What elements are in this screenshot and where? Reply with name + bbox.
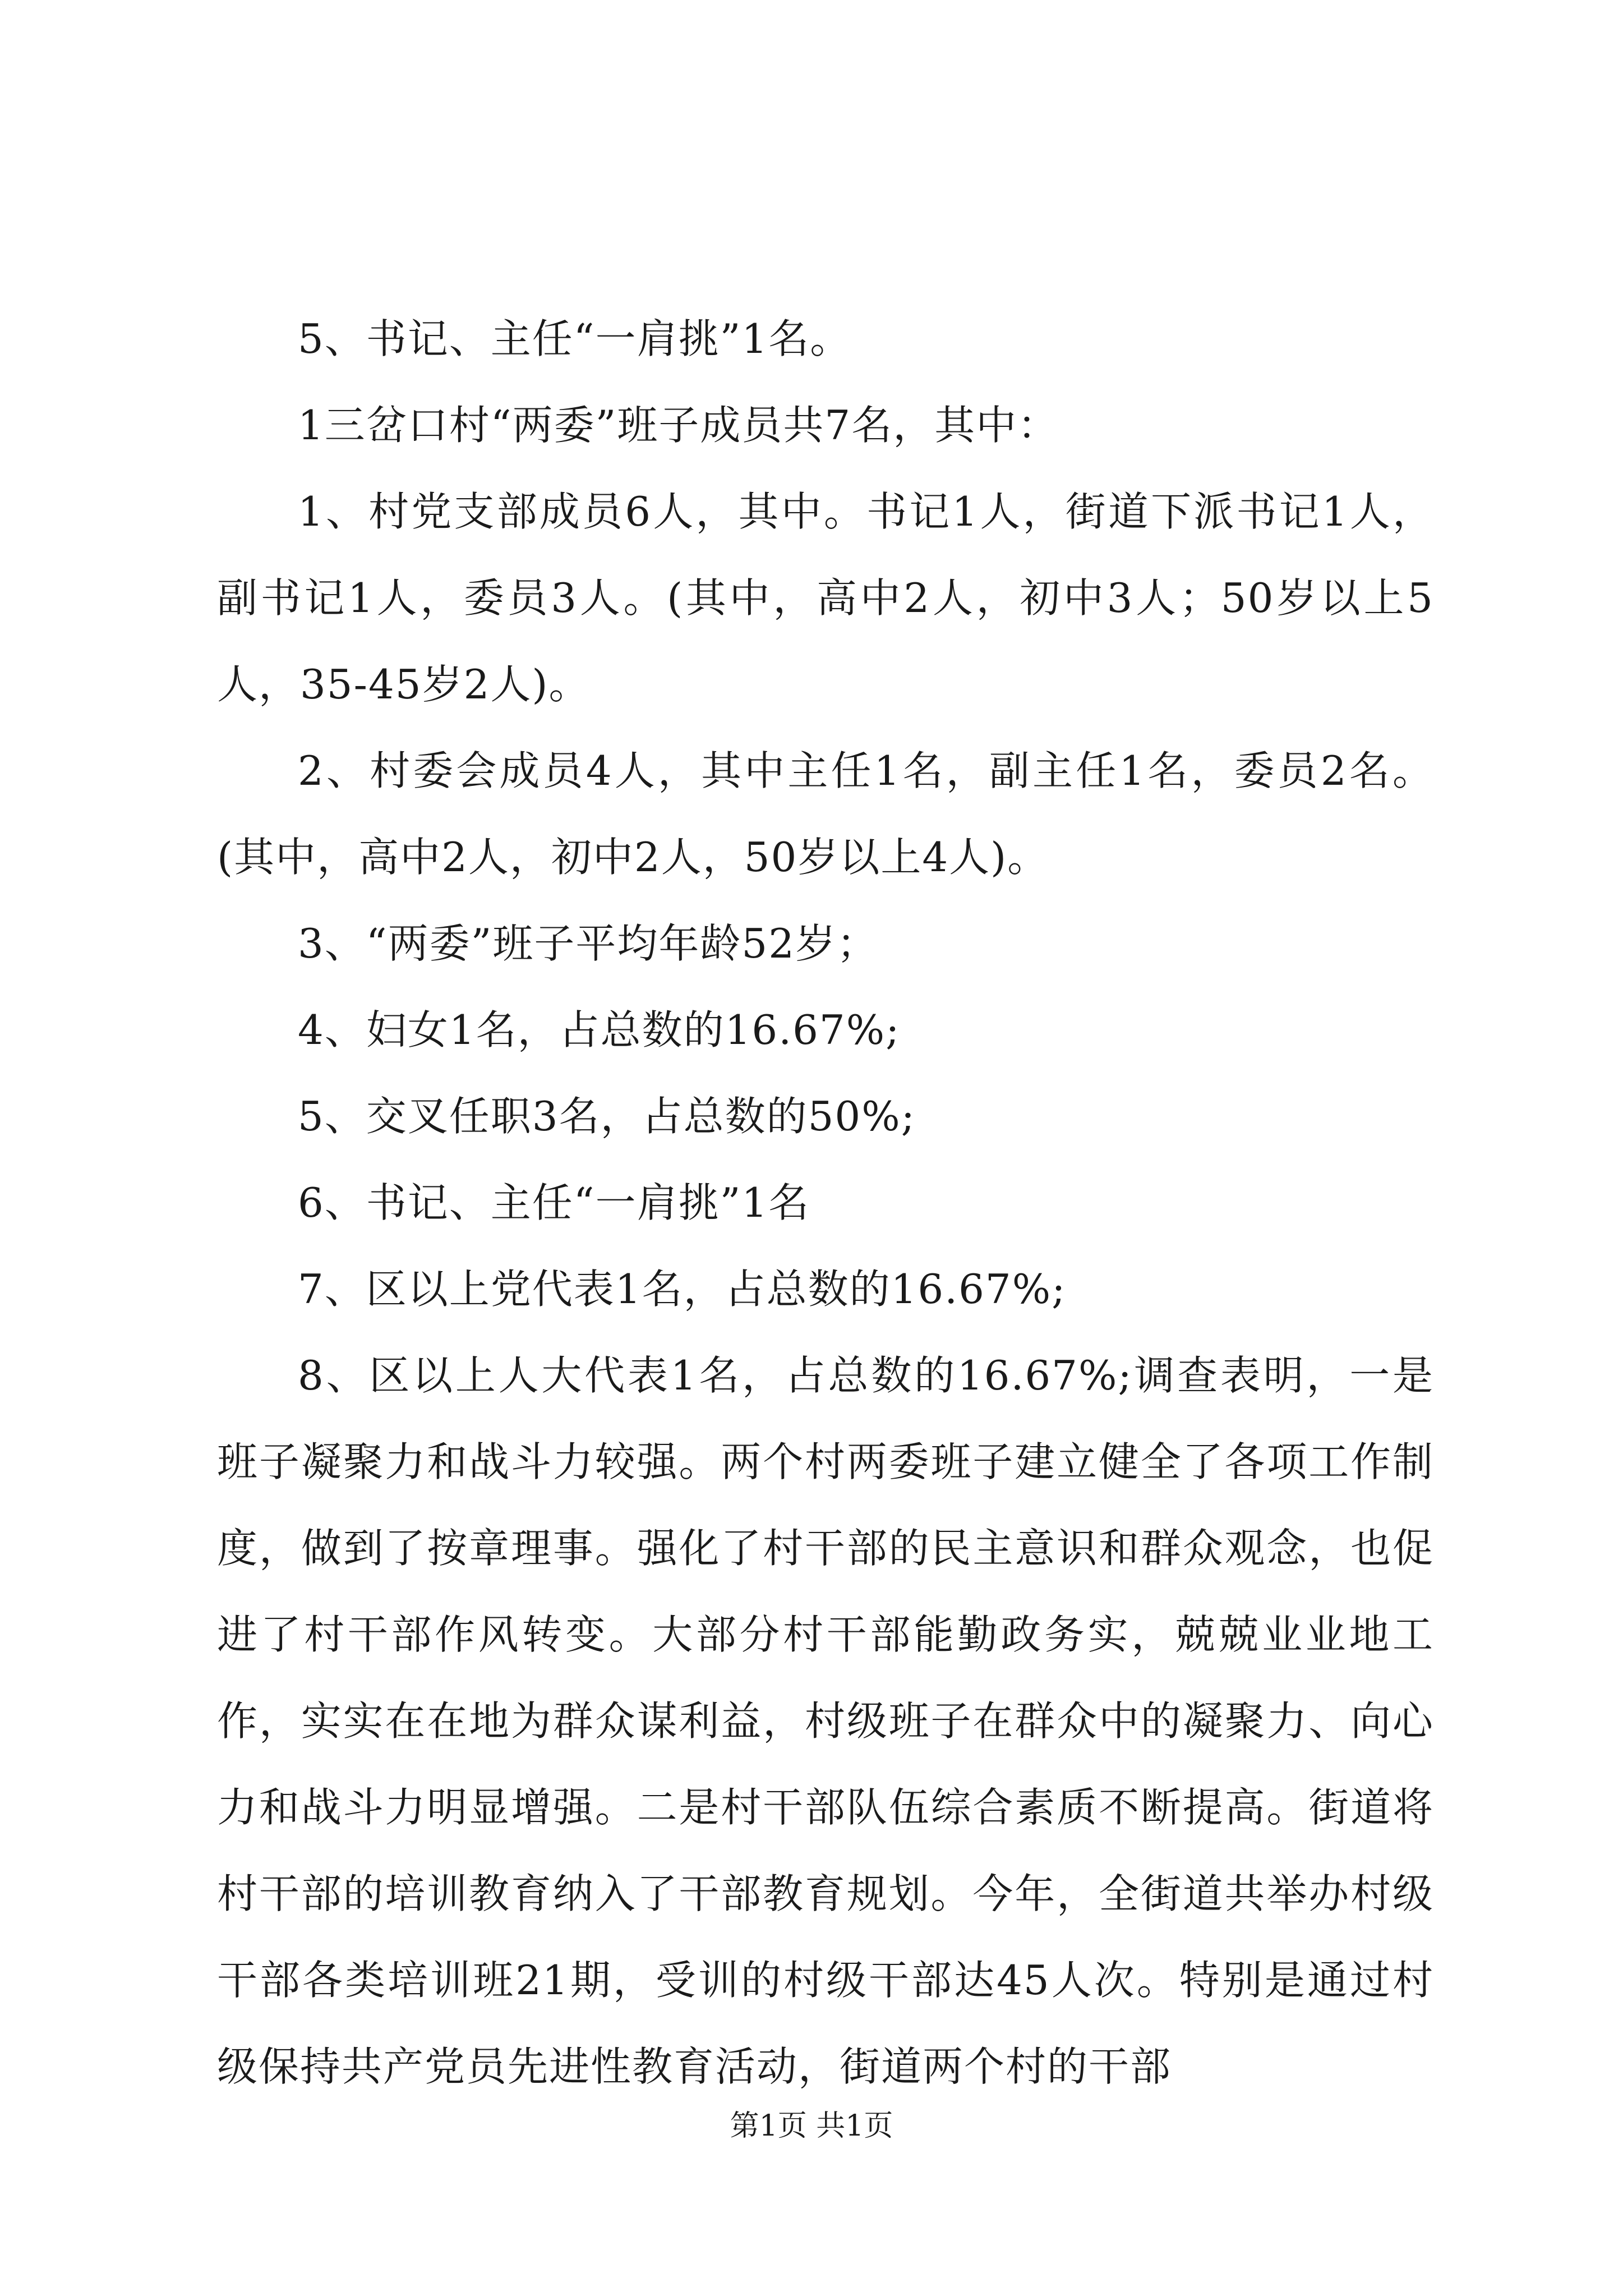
paragraph-8: 6、书记、主任“一肩挑”1名 (298, 1179, 810, 1226)
paragraph-5: 3、“两委”班子平均年龄52岁； (298, 920, 879, 967)
paragraph-6: 4、妇女1名，占总数的16.67%; (298, 1006, 901, 1053)
paragraph-2: 1三岔口村“两委”班子成员共7名，其中： (298, 402, 1059, 449)
paragraph-3: 1、村党支部成员6人，其中。书记1人，街道下派书记1人，副书记1人，委员3人。(其中，高中2人，初中3人；50岁以上5人，35-45岁2人)。 (217, 488, 1434, 708)
document-body (217, 296, 1434, 2110)
paragraph-1: 5、书记、主任“一肩挑”1名。 (298, 315, 852, 362)
paragraph-7: 5、交叉任职3名，占总数的50%; (298, 1093, 916, 1140)
paragraph-4: 2、村委会成员4人，其中主任1名，副主任1名，委员2名。(其中，高中2人，初中2人，50岁以上4人)。 (217, 747, 1434, 881)
paragraph-9: 7、区以上党代表1名，占总数的16.67%; (298, 1266, 1067, 1313)
paragraph-10: 8、区以上人大代表1名，占总数的16.67%;调查表明，一是班子凝聚力和战斗力较强。两个村两委班子建立健全了各项工作制度，做到了按章理事。强化了村干部的民主意识和群众观念，也促进了村干部作风转变。大部分村干部能勤政务实，兢兢业业地工作，实实在在地为群众谋利益，村级班子在群众中的凝聚力、向心力和战斗力明显增强。二是村干部队伍综合素质不断提高。街道将村干部的培训教育纳入了干部教育规划。今年，全街道共举办村级干部各类培训班21期，受训的村级干部达45人次。特别是通过村级保持共产党员先进性教育活动，街道两个村的干部 (217, 1352, 1434, 2090)
page-footer: 第1页 共1页 (730, 2109, 893, 2143)
